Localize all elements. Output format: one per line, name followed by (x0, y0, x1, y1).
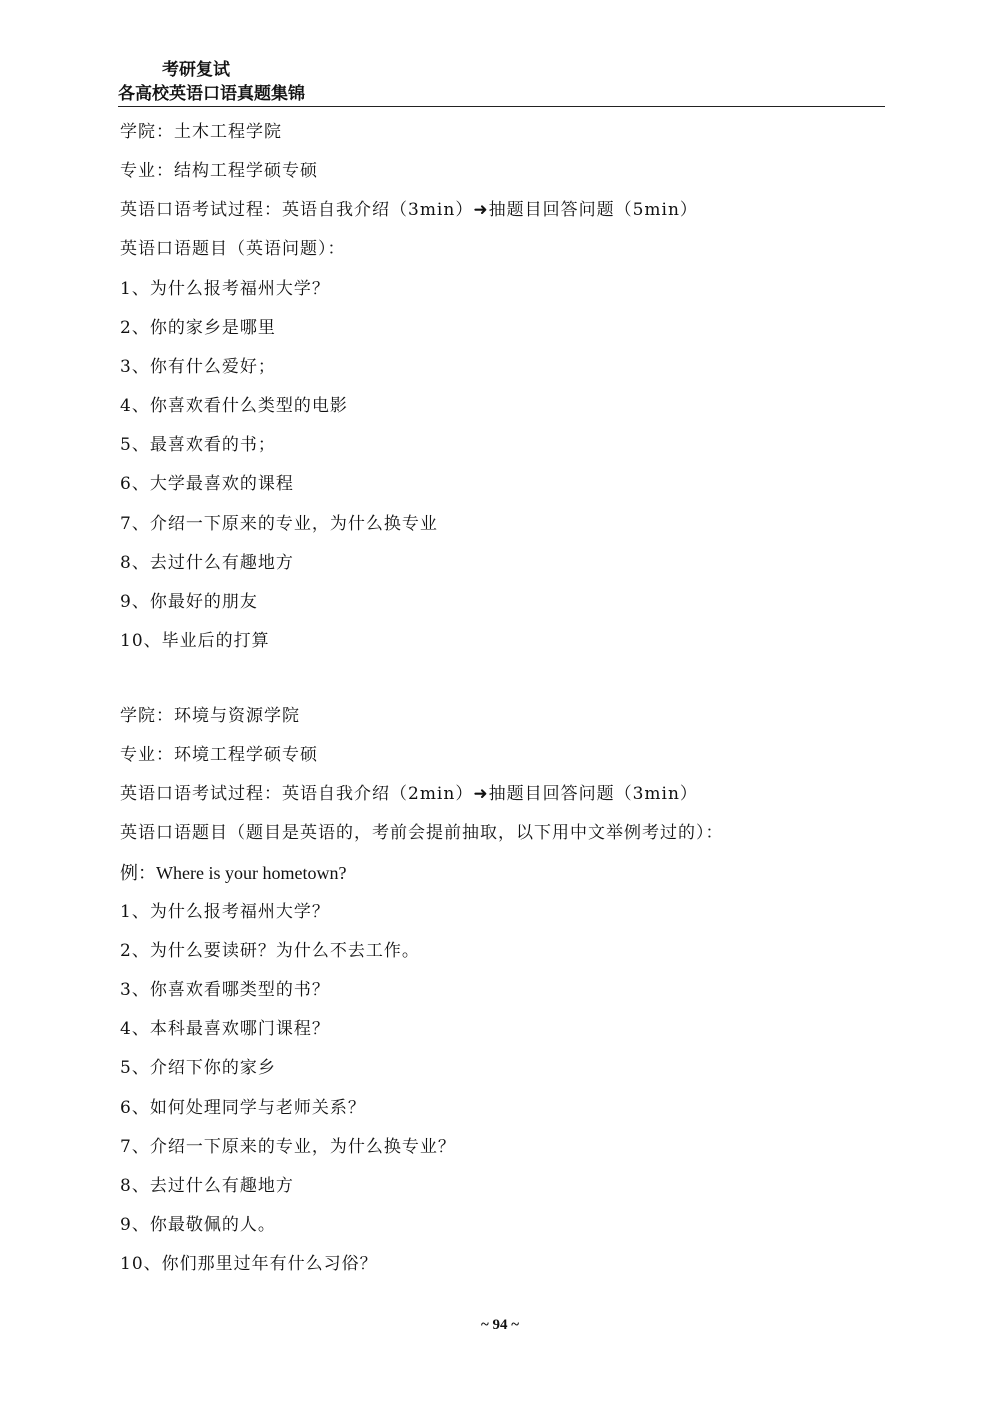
section1-question: 7、介绍一下原来的专业，为什么换专业 (120, 514, 438, 534)
section1-question: 3、你有什么爱好； (120, 357, 276, 377)
section2-question: 10、你们那里过年有什么习俗？ (120, 1254, 378, 1274)
section1-question: 5、最喜欢看的书； (120, 435, 276, 455)
section2-process: 英语口语考试过程：英语自我介绍（2min）➜抽题目回答问题（3min） (120, 784, 698, 804)
section1-question: 2、你的家乡是哪里 (120, 318, 276, 338)
section1-question: 6、大学最喜欢的课程 (120, 474, 294, 494)
section2-question: 6、如何处理同学与老师关系？ (120, 1098, 366, 1118)
section2-major: 专业：环境工程学硕专硕 (120, 745, 318, 765)
header-title: 考研复试 (162, 60, 230, 80)
section2-question: 2、为什么要读研？为什么不去工作。 (120, 941, 420, 961)
section2-question: 8、去过什么有趣地方 (120, 1176, 294, 1196)
section1-questions-title: 英语口语题目（英语问题）： (120, 239, 346, 259)
section2-questions-title: 英语口语题目（题目是英语的，考前会提前抽取，以下用中文举例考过的）： (120, 823, 724, 843)
section1-process: 英语口语考试过程：英语自我介绍（3min）➜抽题目回答问题（5min） (120, 200, 698, 220)
section1-question: 10、毕业后的打算 (120, 631, 270, 651)
section1-question: 1、为什么报考福州大学？ (120, 279, 330, 299)
header-divider (118, 106, 885, 107)
section1-question: 8、去过什么有趣地方 (120, 553, 294, 573)
page-header (118, 58, 883, 106)
section2-question: 4、本科最喜欢哪门课程？ (120, 1019, 330, 1039)
section2-question: 9、你最敬佩的人。 (120, 1215, 276, 1235)
header-subtitle: 各高校英语口语真题集锦 (118, 84, 305, 104)
section2-question: 1、为什么报考福州大学？ (120, 902, 330, 922)
section2-question: 3、你喜欢看哪类型的书？ (120, 980, 330, 1000)
section1-question: 9、你最好的朋友 (120, 592, 258, 612)
section1-major: 专业：结构工程学硕专硕 (120, 161, 318, 181)
section2-question: 7、介绍一下原来的专业，为什么换专业？ (120, 1137, 456, 1157)
page-number: ~ 94 ~ (480, 1317, 520, 1333)
section1-question: 4、你喜欢看什么类型的电影 (120, 396, 348, 416)
section2-example: 例：Where is your hometown? (120, 863, 347, 883)
section2-college: 学院：环境与资源学院 (120, 706, 300, 726)
section1-college: 学院：土木工程学院 (120, 122, 282, 142)
section2-question: 5、介绍下你的家乡 (120, 1058, 276, 1078)
